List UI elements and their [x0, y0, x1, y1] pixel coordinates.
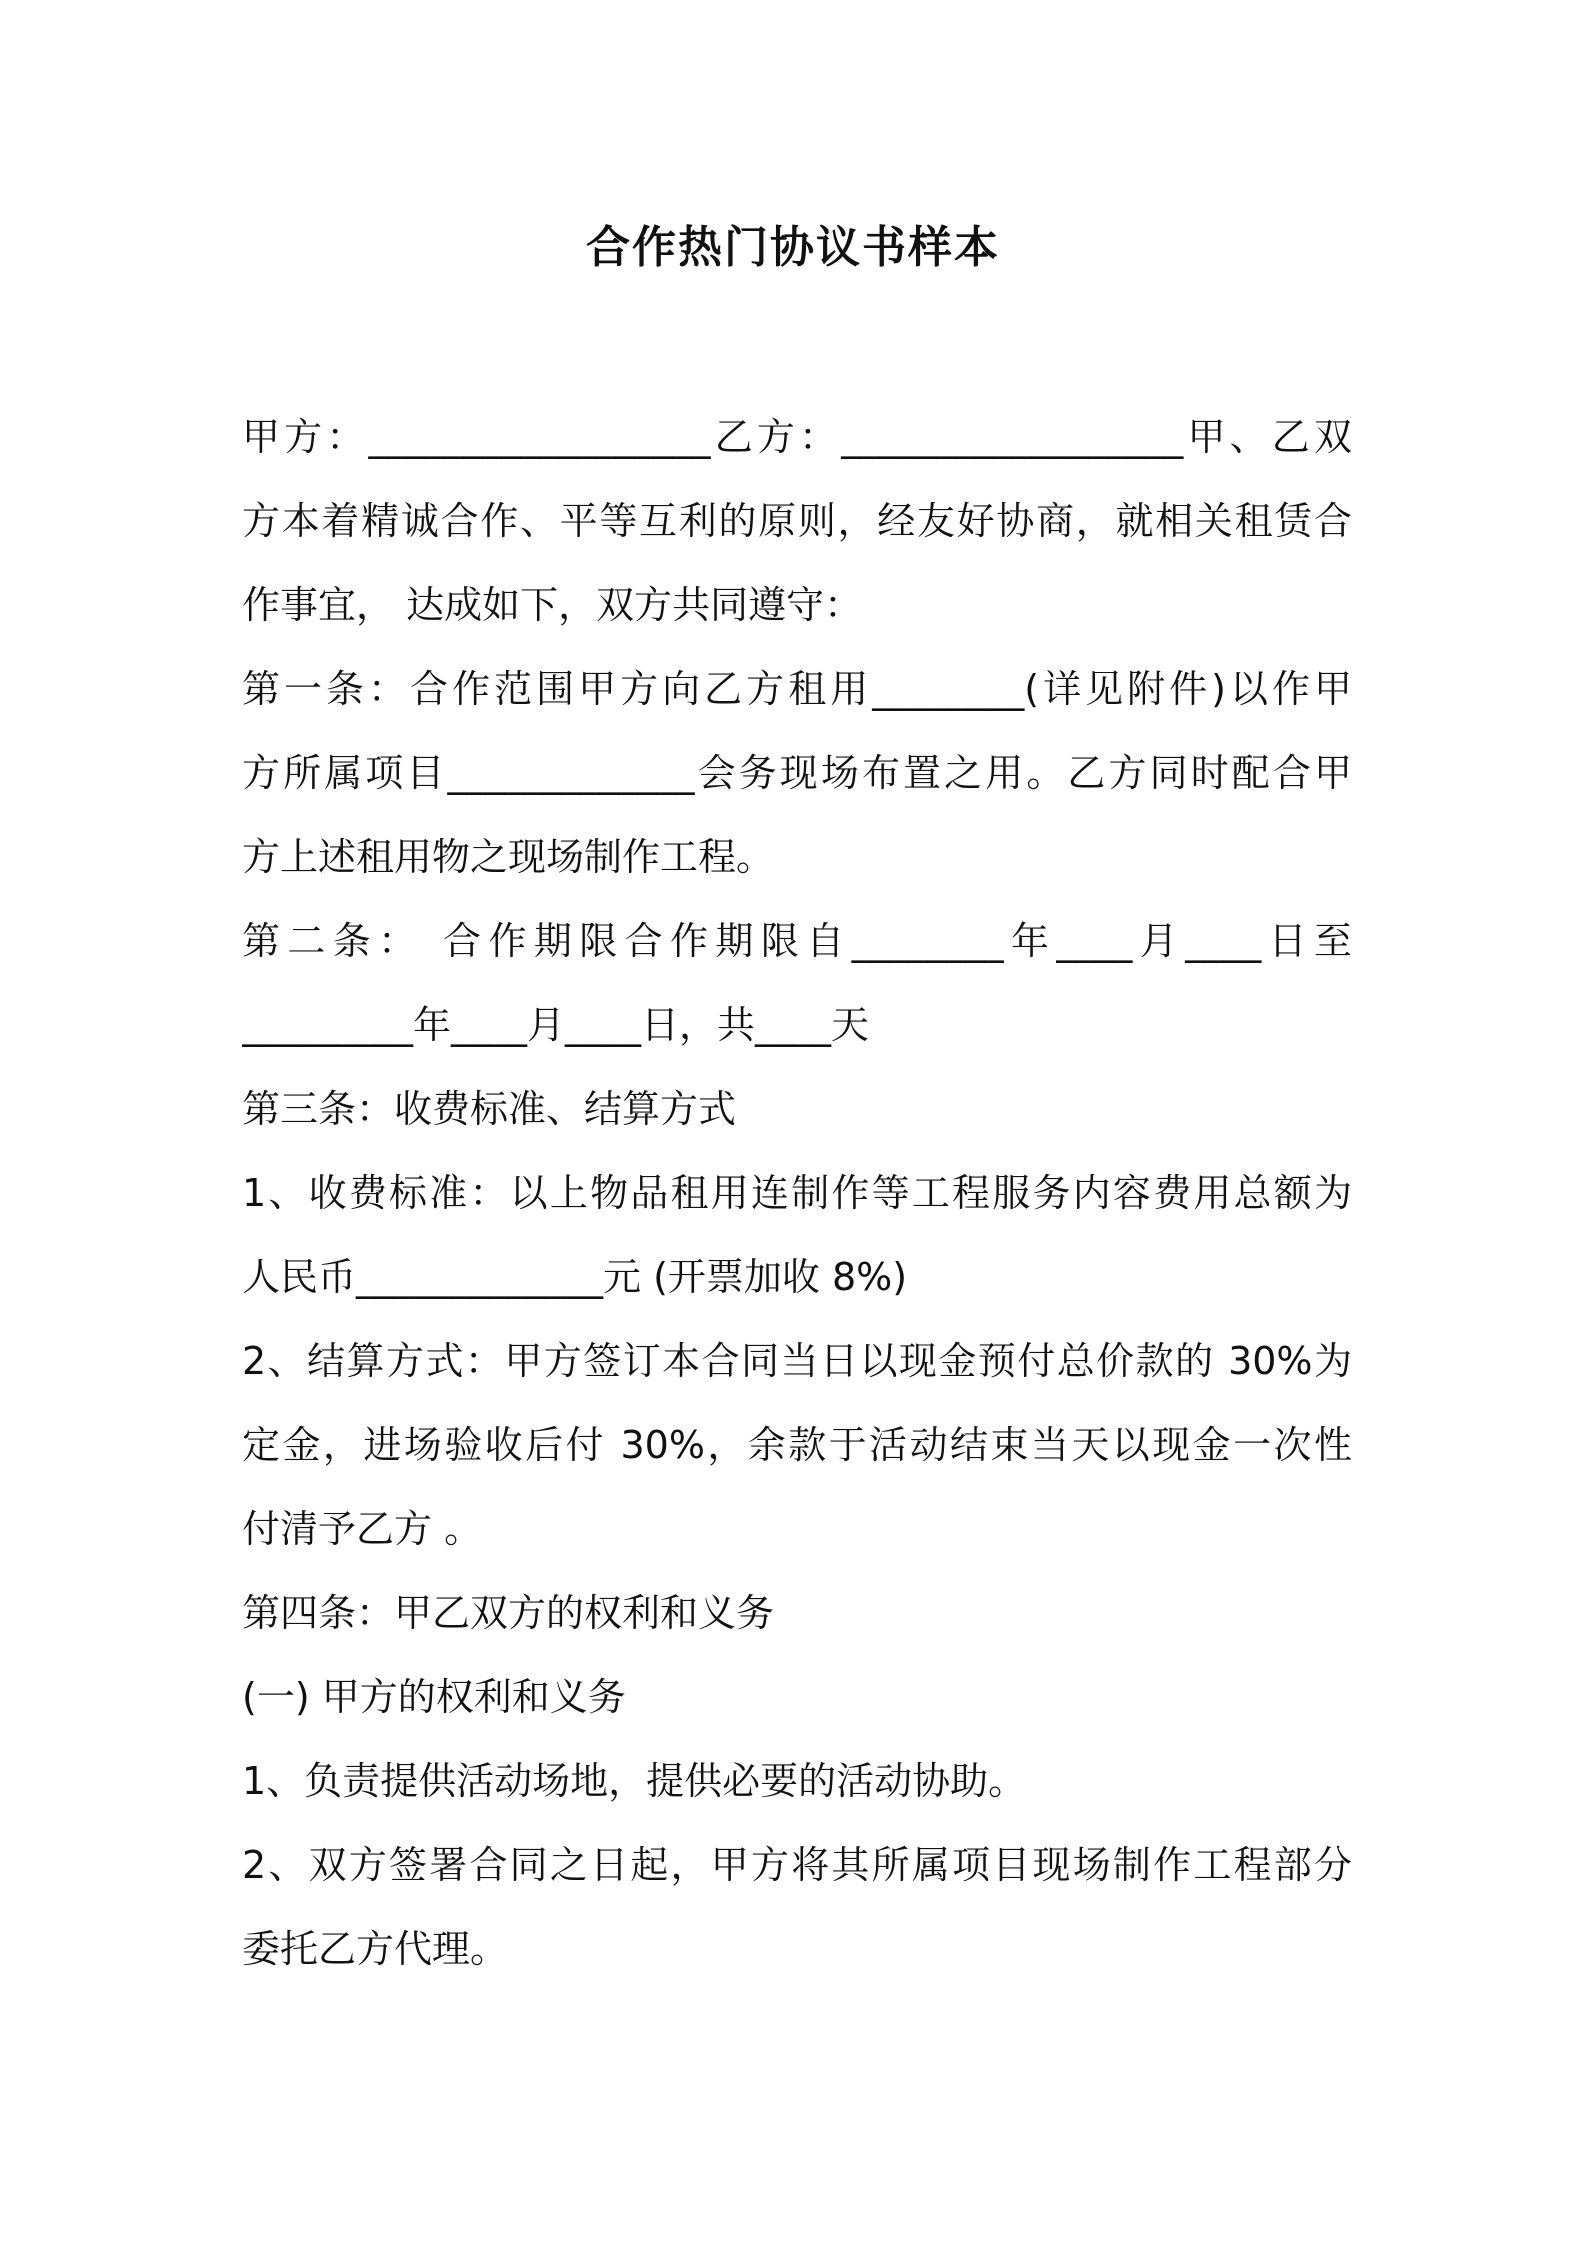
settlement-line-2: 定金，进场验收后付 30%，余款于活动结束当天以现金一次性: [242, 1423, 1352, 1467]
fee-standard-line-2: 人民币_____________元 (开票加收 8%): [242, 1255, 908, 1299]
article-3-heading: 第三条：收费标准、结算方式: [242, 1087, 737, 1131]
article-1-line-1: 第一条：合作范围甲方向乙方租用________(详见附件)以作甲: [242, 667, 1352, 711]
document-title: 合作热门协议书样本: [586, 222, 1000, 273]
article-4-heading: 第四条：甲乙双方的权利和义务: [242, 1591, 775, 1635]
settlement-line-1: 2、结算方式：甲方签订本合同当日以现金预付总价款的 30%为: [242, 1339, 1352, 1383]
article-1-line-2: 方所属项目_____________会务现场布置之用。乙方同时配合甲: [242, 751, 1352, 795]
article-2-line-1: 第二条： 合作期限合作期限自________年____月____日至: [242, 919, 1352, 963]
party-a-item-2-line-1: 2、双方签署合同之日起，甲方将其所属项目现场制作工程部分: [242, 1843, 1352, 1887]
party-a-rights-heading: (一) 甲方的权利和义务: [242, 1675, 626, 1719]
party-line: 甲方：__________________乙方：__________________甲、乙双: [242, 415, 1352, 459]
preamble-line-2: 方本着精诚合作、平等互利的原则，经友好协商，就相关租赁合: [242, 499, 1352, 543]
settlement-line-3: 付清予乙方 。: [242, 1507, 483, 1551]
party-a-item-1: 1、负责提供活动场地，提供必要的活动协助。: [242, 1759, 1027, 1803]
article-1-line-3: 方上述租用物之现场制作工程。: [242, 835, 775, 879]
article-2-line-2: _________年____月____日，共____天: [242, 1003, 870, 1047]
fee-standard-line-1: 1、收费标准：以上物品租用连制作等工程服务内容费用总额为: [242, 1171, 1352, 1215]
party-a-item-2-line-2: 委托乙方代理。: [242, 1927, 509, 1971]
preamble-line-3: 作事宜， 达成如下，双方共同遵守：: [242, 583, 863, 627]
